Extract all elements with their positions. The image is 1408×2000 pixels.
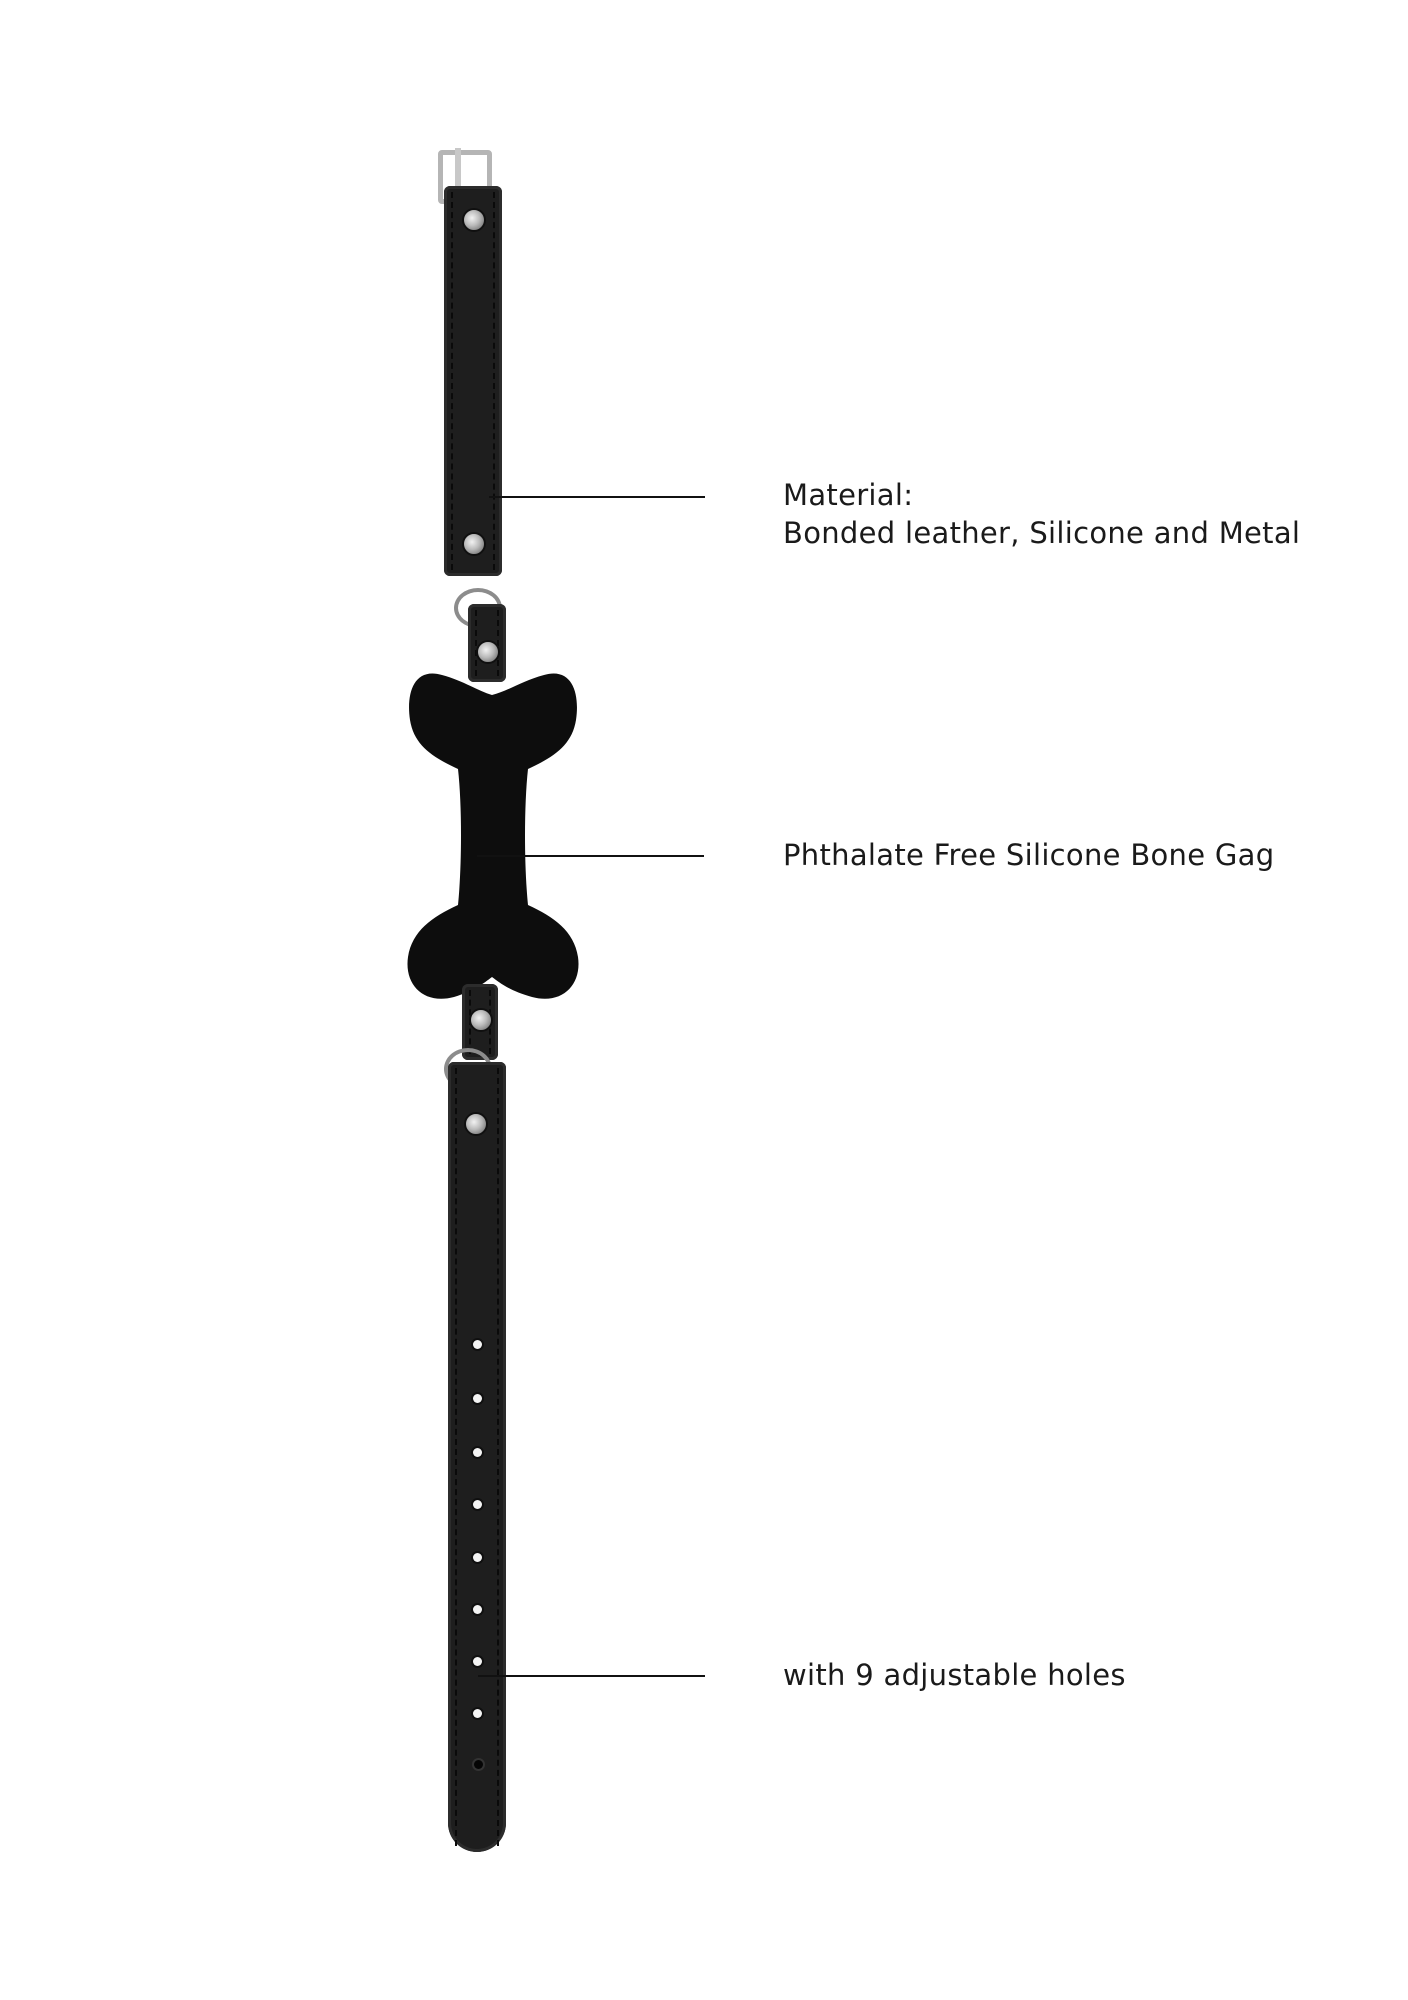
adjustment-hole-8 <box>473 1709 482 1718</box>
rivet-top <box>462 208 486 232</box>
adjustment-hole-1 <box>473 1340 482 1349</box>
leader-line-center-piece <box>477 855 704 857</box>
bone-icon <box>404 665 584 1010</box>
adjustment-hole-5 <box>473 1553 482 1562</box>
callout-material-detail: Bonded leather, Silicone and Metal <box>783 516 1301 550</box>
callout-material <box>783 476 1300 552</box>
callout-center-piece-text: Phthalate Free Silicone Bone Gag <box>783 838 1275 872</box>
adjustment-hole-4 <box>473 1500 482 1509</box>
leader-line-material <box>489 496 705 498</box>
lower-strap <box>448 1062 506 1852</box>
adjustment-hole-7 <box>473 1657 482 1666</box>
callout-holes <box>783 1656 1126 1694</box>
rivet-lower-strap <box>464 1112 488 1136</box>
rivet-upper-tab <box>476 640 500 664</box>
callout-holes-text: with 9 adjustable holes <box>783 1658 1126 1692</box>
rivet-upper-lower <box>462 532 486 556</box>
callout-center-piece <box>783 836 1274 874</box>
adjustment-hole-9 <box>474 1760 483 1769</box>
adjustment-hole-6 <box>473 1605 482 1614</box>
adjustment-hole-2 <box>473 1394 482 1403</box>
rivet-lower-tab <box>469 1008 493 1032</box>
adjustment-hole-3 <box>473 1448 482 1457</box>
leader-line-holes <box>478 1675 705 1677</box>
callout-material-title: Material: <box>783 478 914 512</box>
upper-strap <box>444 186 502 576</box>
